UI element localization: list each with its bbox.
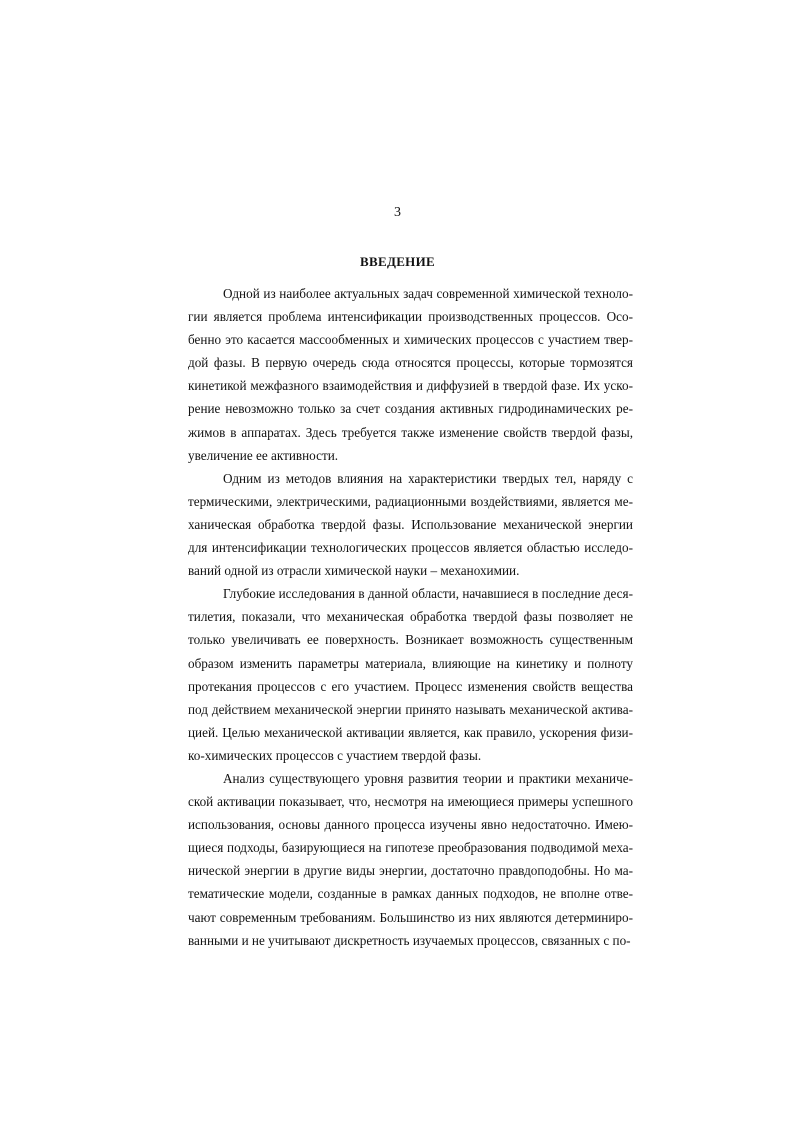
paragraph-2: Одним из методов влияния на характеристики твердых тел, наряду с термическими, электрическими, радиационными воздействиями, является механическая обработка твердой фазы. Использование механической энергии для интенсификации технологических процессов является областью исследований одной из отрасли химической науки – механохимии. [188, 470, 633, 579]
paragraph-4: Анализ существующего уровня развития теории и практики механической активации показывает, что, несмотря на имеющиеся примеры успешного использования, основы данного процесса изучены явно недостаточно. Имеющиеся подходы, базирующиеся на гипотезе преобразования подводимой механической энергии в другие виды энергии, достаточно правдоподобны. Но математические модели, созданные в рамках данных подходов, не вполне отвечают современным требованиям. Большинство из них являются детерминированными и не учитывают дискретность изучаемых процессов, связанных с по- [188, 770, 633, 948]
paragraph-1: Одной из наиболее актуальных задач современной химической технологии является проблема интенсификации производственных процессов. Особенно это касается массообменных и химических процессов с участием твердой фазы. В первую очередь сюда относятся процессы, которые тормозятся кинетикой межфазного взаимодействия и диффузией в твердой фазе. Их ускорение невозможно только за счет создания активных гидродинамических режимов в аппаратах. Здесь требуется также изменение свойств твердой фазы, увеличение ее активности. [188, 286, 633, 463]
paragraph-3: Глубокие исследования в данной области, начавшиеся в последние десятилетия, показали, что механическая обработка твердой фазы позволяет не только увеличивать ее поверхность. Возникает возможность существенным образом изменить параметры материала, влияющие на кинетику и полноту протекания процессов с его участием. Процесс изменения свойств вещества под действием механической энергии принято называть механической активацией. Целью механической активации является, как правило, ускорения физико-химических процессов с участием твердой фазы. [188, 586, 633, 763]
page-number: 3 [394, 205, 401, 220]
body-text [188, 282, 633, 952]
section-heading: ВВЕДЕНИЕ [360, 254, 435, 269]
